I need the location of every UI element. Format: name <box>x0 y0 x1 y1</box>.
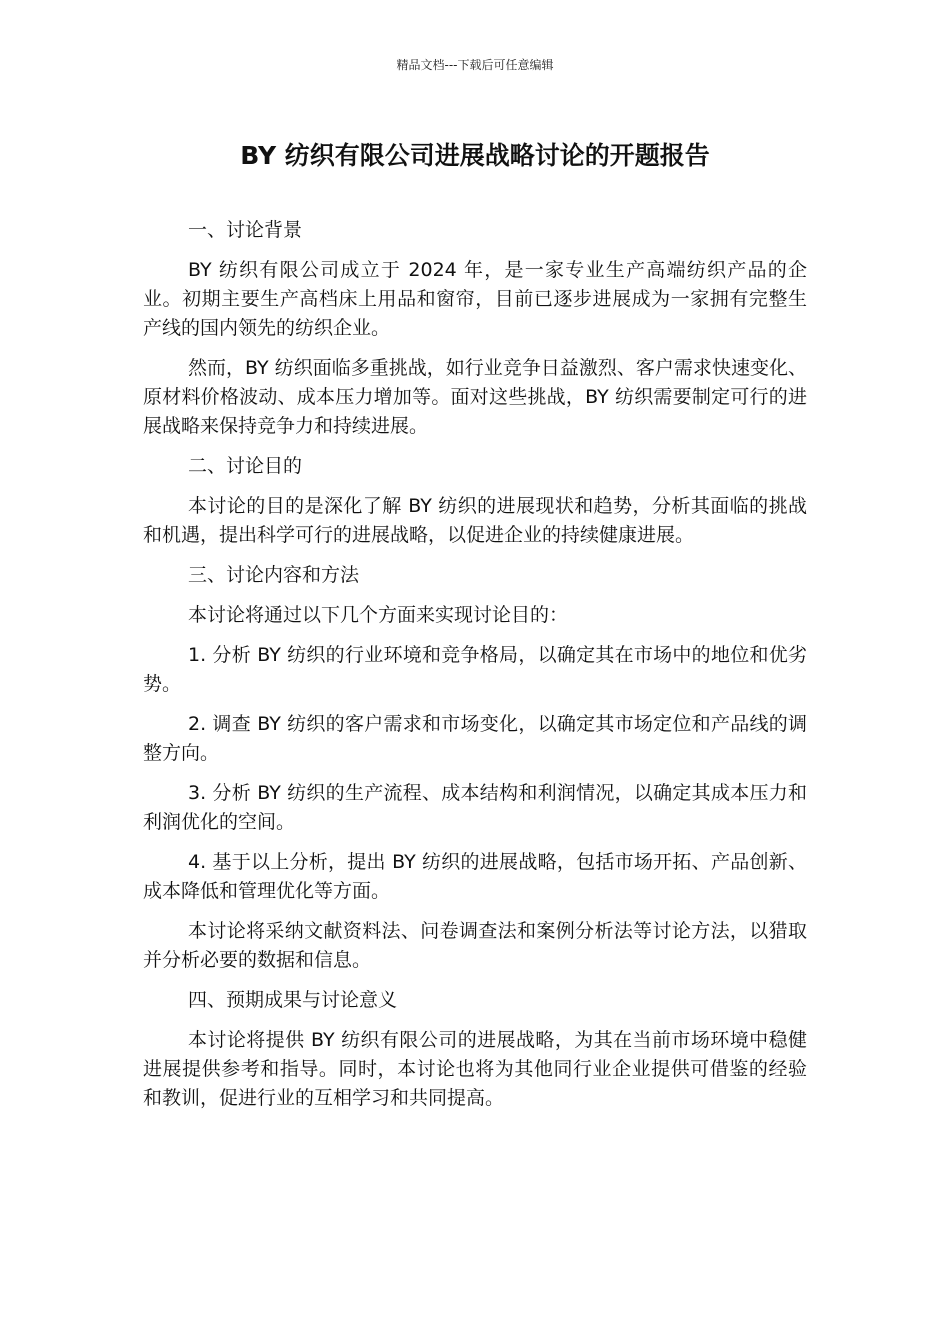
paragraph: BY 纺织有限公司成立于 2024 年，是一家专业生产高端纺织产品的企业。初期主要生产高档床上用品和窗帘，目前已逐步进展成为一家拥有完整生产线的国内领先的纺织企业。 <box>143 259 807 339</box>
paragraph: 本讨论将通过以下几个方面来实现讨论目的： <box>188 604 569 626</box>
list-item: 4. 基于以上分析，提出 BY 纺织的进展战略，包括市场开拓、产品创新、成本降低和管理优化等方面。 <box>143 851 807 902</box>
paragraph: 本讨论的目的是深化了解 BY 纺织的进展现状和趋势，分析其面临的挑战和机遇，提出科学可行的进展战略，以促进企业的持续健康进展。 <box>143 495 807 546</box>
paragraph: 然而，BY 纺织面临多重挑战，如行业竞争日益激烈、客户需求快速变化、原材料价格波动、成本压力增加等。面对这些挑战，BY 纺织需要制定可行的进展战略来保持竞争力和持续进展。 <box>143 357 807 437</box>
section-heading-purpose: 二、讨论目的 <box>188 455 303 477</box>
document-body <box>143 216 807 1124</box>
paragraph: 本讨论将提供 BY 纺织有限公司的进展战略，为其在当前市场环境中稳健进展提供参考和指导。同时，本讨论也将为其他同行业企业提供可借鉴的经验和教训，促进行业的互相学习和共同提高。 <box>143 1029 807 1109</box>
section-heading-background: 一、讨论背景 <box>188 219 303 241</box>
list-item: 1. 分析 BY 纺织的行业环境和竞争格局，以确定其在市场中的地位和优劣势。 <box>143 644 807 695</box>
document-title: BY 纺织有限公司进展战略讨论的开题报告 <box>240 141 710 170</box>
section-heading-content-method: 三、讨论内容和方法 <box>188 564 360 586</box>
page-header: 精品文档---下载后可任意编辑 <box>396 58 554 72</box>
list-item: 2. 调查 BY 纺织的客户需求和市场变化，以确定其市场定位和产品线的调整方向。 <box>143 713 807 764</box>
list-item: 3. 分析 BY 纺织的生产流程、成本结构和利润情况，以确定其成本压力和利润优化的空间。 <box>143 782 807 833</box>
paragraph: 本讨论将采纳文献资料法、问卷调查法和案例分析法等讨论方法，以猎取并分析必要的数据和信息。 <box>143 920 807 971</box>
section-heading-expected-results: 四、预期成果与讨论意义 <box>188 989 398 1011</box>
